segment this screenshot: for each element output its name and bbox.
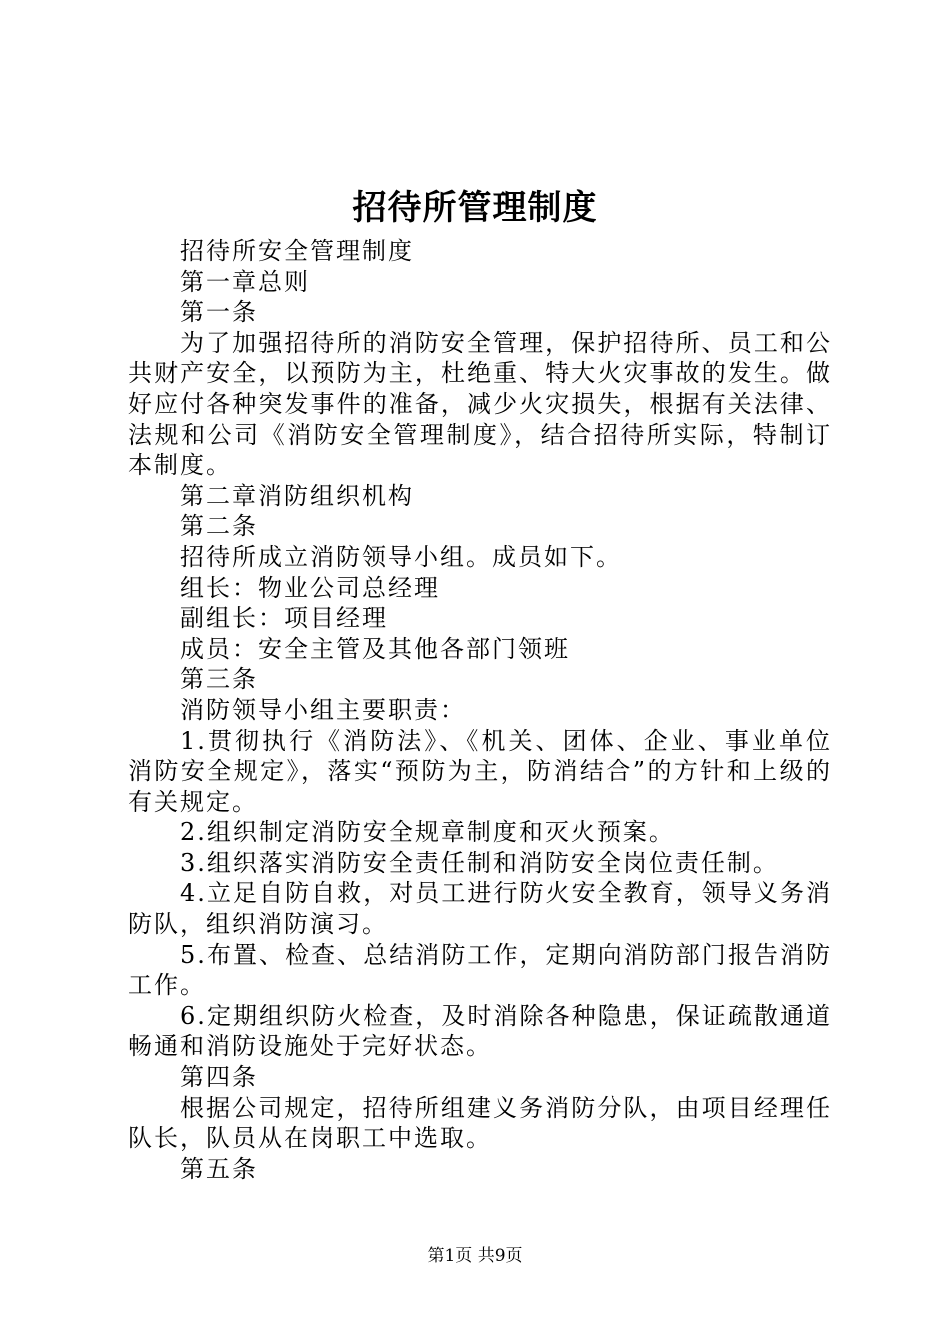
chapter-heading: 第一章总则 — [180, 267, 310, 296]
article-heading: 第一条 — [180, 298, 258, 327]
paragraph: 招待所成立消防领导小组。成员如下。 — [180, 542, 622, 571]
chapter-heading: 第二章消防组织机构 — [180, 481, 414, 510]
document-body — [128, 236, 832, 1184]
paragraph: 消防领导小组主要职责： — [180, 695, 466, 724]
paragraph: 副组长：项目经理 — [180, 604, 388, 633]
page-number-footer: 第1页 共9页 — [427, 1246, 523, 1266]
list-item: 6.定期组织防火检查，及时消除各种隐患，保证疏散通道畅通和消防设施处于完好状态。 — [128, 1001, 832, 1061]
paragraph: 成员：安全主管及其他各部门领班 — [180, 634, 570, 663]
paragraph: 组长：物业公司总经理 — [180, 573, 440, 602]
article-heading: 第五条 — [180, 1154, 258, 1183]
article-heading: 第四条 — [180, 1063, 258, 1092]
list-item: 4.立足自防自救，对员工进行防火安全教育，领导义务消防队，组织消防演习。 — [128, 879, 832, 939]
paragraph-heading: 招待所安全管理制度 — [180, 237, 414, 265]
paragraph: 为了加强招待所的消防安全管理，保护招待所、员工和公共财产安全，以预防为主，杜绝重、特大火灾事故的发生。做好应付各种突发事件的准备，减少火灾损失，根据有关法律、法规和公司《消防安全管理制度》，结合招待所实际，特制订本制度。 — [128, 328, 832, 480]
list-item: 1.贯彻执行《消防法》、《机关、团体、企业、事业单位消防安全规定》，落实“预防为主，防消结合”的方针和上级的有关规定。 — [128, 726, 832, 816]
list-item: 5.布置、检查、总结消防工作，定期向消防部门报告消防工作。 — [128, 940, 832, 1000]
list-item: 2.组织制定消防安全规章制度和灭火预案。 — [180, 818, 675, 847]
paragraph: 根据公司规定，招待所组建义务消防分队，由项目经理任队长，队员从在岗职工中选取。 — [128, 1093, 832, 1153]
list-item: 3.组织落实消防安全责任制和消防安全岗位责任制。 — [180, 848, 779, 877]
article-heading: 第三条 — [180, 665, 258, 694]
article-heading: 第二条 — [180, 512, 258, 541]
document-title: 招待所管理制度 — [352, 188, 598, 228]
